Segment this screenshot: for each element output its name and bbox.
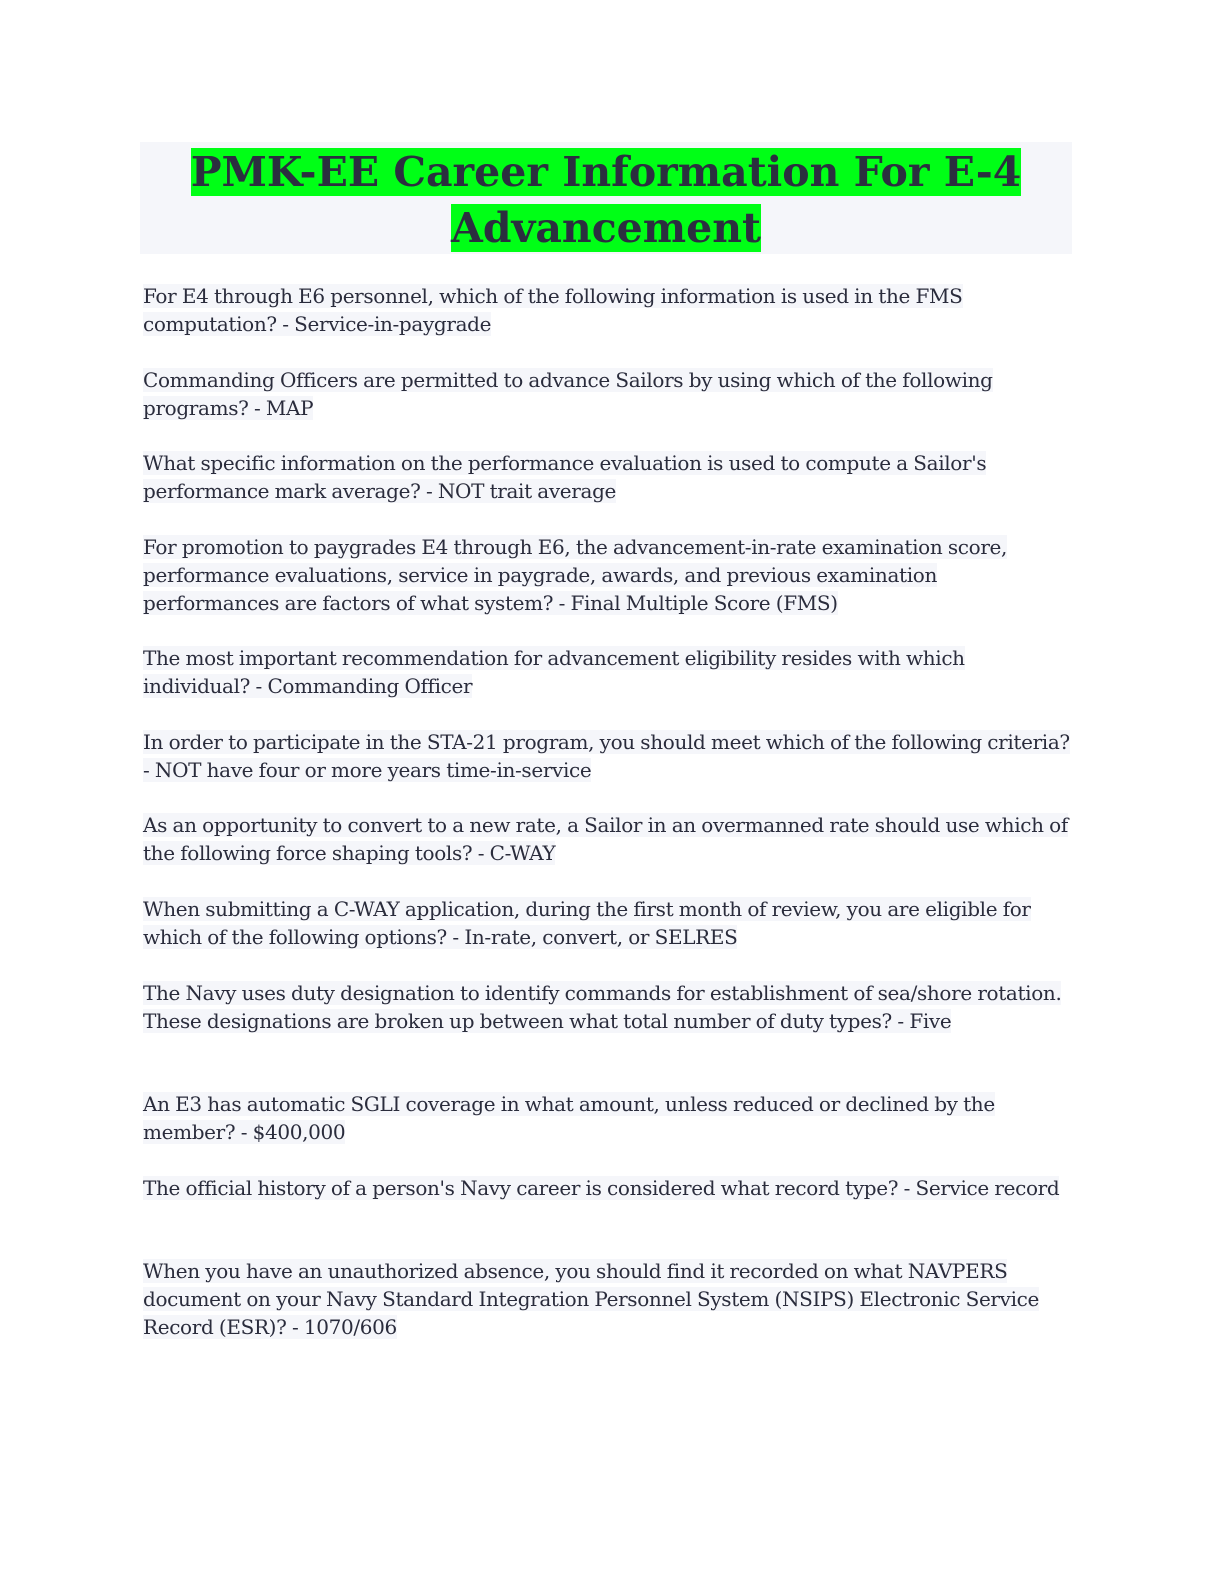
qa-item-2: Commanding Officers are permitted to advance Sailors by using which of the following programs? - MAP — [143, 368, 993, 420]
qa-item-9: The Navy uses duty designation to identify commands for establishment of sea/shore rotation. These designations are broken up between what total number of duty types? - Five — [143, 981, 1062, 1033]
qa-item-4: For promotion to paygrades E4 through E6, the advancement-in-rate examination score, performance evaluations, service in paygrade, awards, and previous examination performances are factors of what system? - Final Multiple Score (FMS) — [143, 535, 1008, 615]
qa-item-1: For E4 through E6 personnel, which of the following information is used in the FMS computation? - Service-in-paygrade — [143, 284, 963, 336]
qa-item-12: When you have an unauthorized absence, you should find it recorded on what NAVPERS document on your Navy Standard Integration Personnel System (NSIPS) Electronic Service Record (ESR)? - 1070/606 — [143, 1259, 1039, 1339]
qa-item-7: As an opportunity to convert to a new rate, a Sailor in an overmanned rate should use which of the following force shaping tools? - C-WAY — [143, 813, 1068, 865]
title-line-1: PMK-EE Career Information For E-4 — [190, 148, 1022, 196]
qa-item-6: In order to participate in the STA-21 program, you should meet which of the following criteria? - NOT have four or more years time-in-service — [143, 730, 1070, 782]
title-line-2: Advancement — [451, 204, 761, 252]
document-page — [140, 142, 1072, 254]
qa-item-10: An E3 has automatic SGLI coverage in what amount, unless reduced or declined by the member? - $400,000 — [143, 1092, 995, 1144]
qa-item-11: The official history of a person's Navy career is considered what record type? - Service record — [143, 1176, 1060, 1200]
qa-item-5: The most important recommendation for advancement eligibility resides with which individual? - Commanding Officer — [143, 646, 965, 698]
qa-item-8: When submitting a C-WAY application, during the first month of review, you are eligible for which of the following options? - In-rate, convert, or SELRES — [143, 897, 1031, 949]
title-block — [140, 142, 1072, 254]
qa-item-3: What specific information on the performance evaluation is used to compute a Sailor's performance mark average? - NOT trait average — [143, 451, 987, 503]
